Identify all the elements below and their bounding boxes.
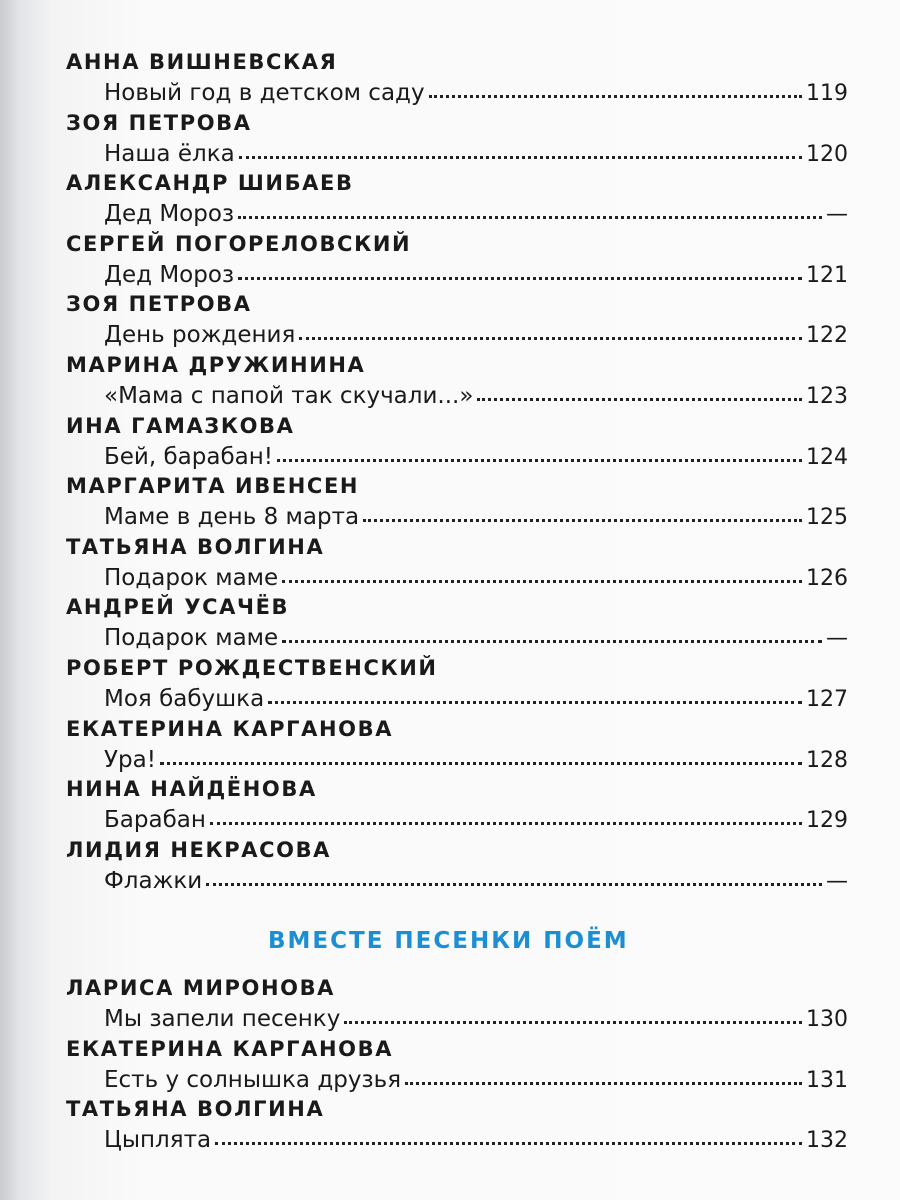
- section-heading: ВМЕСТЕ ПЕСЕНКИ ПОЁМ: [268, 928, 629, 954]
- toc-title: Бей, барабан!: [104, 443, 274, 470]
- page-number: —: [826, 202, 848, 228]
- toc-entry[interactable]: [104, 385, 848, 408]
- toc-title: Наша ёлка: [104, 140, 235, 167]
- toc-author: ТАТЬЯНА ВОЛГИНА: [66, 534, 325, 559]
- dot-leader: [363, 519, 802, 522]
- dot-leader: [160, 762, 802, 765]
- toc-title: Подарок маме: [104, 625, 279, 652]
- toc-author: ТАТЬЯНА ВОЛГИНА: [66, 1097, 325, 1121]
- toc-title: Моя бабушка: [104, 686, 265, 712]
- toc-entry[interactable]: [104, 688, 848, 711]
- toc-author: МАРГАРИТА ИВЕНСЕН: [66, 474, 360, 499]
- toc-title: Флажки: [104, 867, 203, 894]
- dot-leader: [206, 883, 822, 886]
- dot-leader: [282, 580, 802, 583]
- page-number: 123: [806, 384, 848, 409]
- toc-entry[interactable]: [104, 809, 848, 832]
- page-number: 126: [806, 565, 848, 591]
- toc-title: Дед Мороз: [104, 261, 235, 288]
- dot-leader: [299, 337, 802, 340]
- dot-leader: [277, 459, 802, 462]
- toc-entry[interactable]: [104, 506, 848, 529]
- dot-leader: [210, 822, 802, 825]
- toc-author: ЗОЯ ПЕТРОВА: [66, 110, 252, 135]
- toc-entry[interactable]: [104, 140, 848, 167]
- toc-entry[interactable]: [104, 1129, 848, 1152]
- dot-leader: [239, 156, 802, 159]
- toc-author: МАРИНА ДРУЖИНИНА: [66, 353, 366, 377]
- toc-entry[interactable]: [104, 324, 848, 347]
- toc-entry[interactable]: [104, 1008, 848, 1031]
- page-number: 130: [806, 1007, 848, 1032]
- toc-entry[interactable]: [104, 261, 848, 288]
- toc-author: ЕКАТЕРИНА КАРГАНОВА: [66, 1036, 394, 1061]
- toc-entry[interactable]: [104, 203, 848, 226]
- toc-title: Дед Мороз: [104, 201, 235, 228]
- page-number: 121: [806, 262, 848, 288]
- toc-author: ЗОЯ ПЕТРОВА: [66, 292, 252, 317]
- toc-author: АННА ВИШНЕВСКАЯ: [66, 50, 338, 74]
- dot-leader: [429, 95, 802, 98]
- page-number: 129: [806, 808, 848, 834]
- dot-leader: [405, 1082, 802, 1085]
- toc-entry[interactable]: [104, 1066, 848, 1093]
- page-number: 128: [806, 747, 848, 773]
- page-number: 124: [806, 444, 848, 470]
- dot-leader: [282, 640, 822, 643]
- page-number: 127: [806, 687, 848, 712]
- toc-title: Есть у солнышка друзья: [104, 1066, 402, 1093]
- dot-leader: [477, 398, 802, 401]
- page-number: 125: [806, 505, 848, 531]
- toc-author: РОБЕРТ РОЖДЕСТВЕНСКИЙ: [66, 656, 438, 680]
- dot-leader: [215, 1142, 802, 1145]
- toc-title: Цыплята: [104, 1127, 212, 1153]
- page-number: 119: [806, 81, 848, 106]
- toc-title: Мы запели песенку: [104, 1006, 341, 1032]
- page-number: 122: [806, 323, 848, 349]
- page-number: —: [826, 868, 848, 894]
- toc-author: ЛАРИСА МИРОНОВА: [66, 976, 336, 1000]
- toc-title: «Мама с папой так скучали...»: [104, 383, 474, 409]
- toc-entry[interactable]: [104, 746, 848, 773]
- dot-leader: [268, 701, 802, 704]
- toc-entry[interactable]: [104, 627, 848, 650]
- toc-author: ЛИДИЯ НЕКРАСОВА: [66, 837, 332, 862]
- toc-author: НИНА НАЙДЁНОВА: [66, 777, 317, 802]
- toc-entry[interactable]: [104, 443, 848, 470]
- toc-entry[interactable]: [104, 564, 848, 591]
- page-number: 120: [806, 141, 848, 167]
- toc-author: АНДРЕЙ УСАЧЁВ: [66, 595, 290, 620]
- toc-entry[interactable]: [104, 82, 848, 105]
- toc-title: Ура!: [104, 746, 156, 773]
- toc-author: СЕРГЕЙ ПОГОРЕЛОВСКИЙ: [66, 231, 412, 256]
- toc-author: ИНА ГАМАЗКОВА: [66, 413, 295, 438]
- page-number: 132: [806, 1128, 848, 1153]
- toc-title: Барабан: [104, 807, 206, 834]
- toc-entry[interactable]: [104, 867, 848, 894]
- dot-leader: [238, 216, 822, 219]
- page-number: 131: [806, 1067, 848, 1093]
- dot-leader: [344, 1021, 802, 1024]
- dot-leader: [238, 277, 802, 280]
- toc-author: ЕКАТЕРИНА КАРГАНОВА: [66, 716, 394, 741]
- toc-title: Новый год в детском саду: [104, 80, 425, 106]
- toc-title: День рождения: [104, 322, 296, 349]
- toc-title: Подарок маме: [104, 564, 279, 591]
- toc-author: АЛЕКСАНДР ШИБАЕВ: [66, 171, 354, 196]
- page-number: —: [826, 626, 848, 652]
- toc-title: Маме в день 8 марта: [104, 504, 360, 531]
